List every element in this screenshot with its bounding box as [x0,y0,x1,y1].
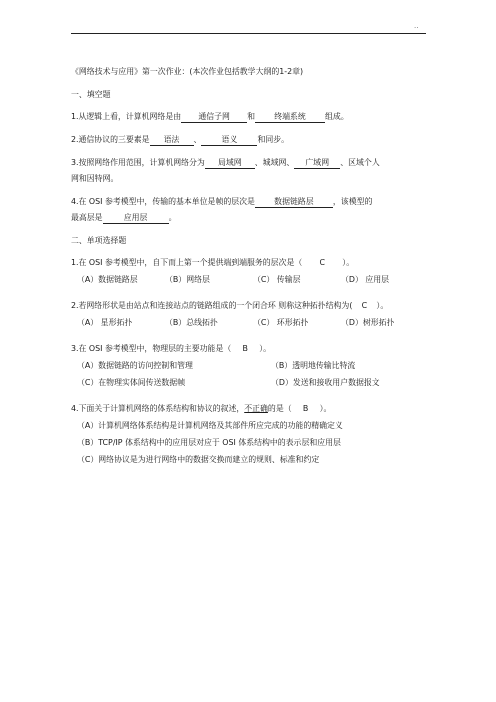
fill-4-blank-2: 应用层 [103,213,169,224]
choice-4-option-b: （B）TCP/IP 体系结构中的应用层对应于 OSI 体系结构中的表示层和应用层 [77,438,341,447]
choice-question-2 [71,300,433,329]
fill-4-blank-1: 数据链路层 [255,197,333,208]
choice-3-option-d: （D）发送和接收用户数据报文 [271,378,380,387]
fill-3-pre: 3.按照网络作用范围，计算机网络分为 [71,158,205,167]
section-heading-choice: 二、单项选择题 [71,236,127,245]
fill-question-4 [71,196,433,224]
fill-2-post: 和同步。 [257,135,290,144]
page-mark: .. [414,22,419,30]
choice-1-stem-end: ）。 [342,258,355,267]
fill-1-mid: 和 [247,112,256,121]
fill-4-cont-post: 。 [168,213,177,222]
fill-1-post: 组成。 [325,112,349,121]
fill-4-pre: 4.在 OSI 参考模型中，传输的基本单位是帧的层次是 [71,197,255,206]
choice-1-option-c: （C） 传输层 [253,275,301,284]
choice-2-answer: C [361,301,368,310]
fill-question-1 [71,111,433,123]
choice-question-4 [71,403,433,466]
choice-4-stem-mid: 的是（ [267,404,292,413]
choice-4-stem: 4.下面关于计算机网络的体系结构和协议的叙述， [71,404,245,413]
document-body [71,66,433,480]
fill-1-blank-2: 终端系统 [255,112,325,123]
fill-4-post: ，该模型的 [332,197,373,206]
choice-1-option-b: （B）网络层 [165,275,210,284]
fill-2-blank-1: 语法 [150,135,194,146]
fill-1-blank-1: 通信子网 [181,112,247,123]
choice-4-option-c: （C）网络协议是为进行网络中的数据交换而建立的规则、标准和约定 [77,455,320,464]
choice-3-answer: B [242,344,248,353]
fill-2-mid: 、 [193,135,202,144]
choice-1-answer: C [319,258,325,267]
fill-2-blank-2: 语义 [201,135,257,146]
choice-4-answer: B [302,404,309,413]
fill-3-blank-2: 广域网 [294,158,340,169]
document-title: 《网络技术与应用》第一次作业：(本次作业包括教学大纲的1-2章) [71,67,304,76]
choice-1-option-a: （A）数据链路层 [77,275,138,284]
fill-question-3 [71,157,433,185]
choice-2-option-a: （A） 星形拓扑 [77,318,133,327]
fill-1-pre: 1.从逻辑上看，计算机网络是由 [71,112,182,121]
choice-2-stem-end: ）。 [376,301,389,310]
fill-2-pre: 2.通信协议的三要素是 [71,135,150,144]
fill-3-blank-1: 局域网 [205,158,255,169]
fill-3-post: 、区域个人 [340,158,380,167]
choice-3-stem: 3.在 OSI 参考模型中，物理层的主要功能是（ [71,344,232,353]
choice-question-3 [71,343,433,389]
choice-2-option-c: （C） 环形拓扑 [253,318,309,327]
fill-question-2 [71,134,433,146]
choice-4-option-a: （A）计算机网络体系结构是计算机网络及其部件所应完成的功能的精确定义 [77,421,343,430]
choice-1-option-d: （D） 应用层 [341,275,390,284]
choice-3-option-c: （C）在物理实体间传送数据帧 [77,378,186,387]
choice-2-stem: 2.若网络形状是由站点和连接站点的链路组成的一个闭合环 则称这种拓扑结构为( [71,301,353,310]
choice-3-option-b: （B）透明地传输比特流 [271,361,356,370]
fill-4-cont-pre: 最高层是 [71,213,103,222]
choice-4-stem-emphasis: 不正确 [244,404,268,413]
choice-1-stem: 1.在 OSI 参考模型中，自下而上第一个提供端到端服务的层次是（ [71,258,303,267]
fill-3-continuation: 网和因特网。 [71,174,119,183]
section-heading-fill: 一、填空题 [71,90,111,99]
header-rule [71,33,426,34]
choice-question-1 [71,257,433,286]
choice-2-option-b: （B）总线拓扑 [165,318,218,327]
choice-2-option-d: （D）树形拓扑 [341,318,395,327]
choice-4-stem-end: ）。 [319,404,332,413]
fill-3-mid: 、城域网、 [254,158,295,167]
choice-3-stem-end: ）。 [259,344,272,353]
choice-3-option-a: （A）数据链路的访问控制和管理 [77,361,193,370]
